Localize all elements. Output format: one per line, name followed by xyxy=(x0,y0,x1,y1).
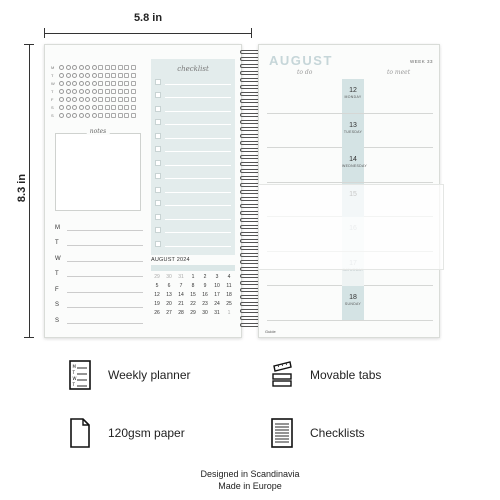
brand-mark: Guide xyxy=(265,329,276,334)
spiral-ring xyxy=(240,176,260,180)
tracker-circle xyxy=(66,89,71,94)
spiral-ring xyxy=(240,281,260,285)
tracker-symbol-icon xyxy=(105,81,110,86)
tracker-symbol-icon xyxy=(131,89,136,94)
checklist-item xyxy=(151,129,235,143)
checklist-line xyxy=(165,160,231,166)
calendar-day: 6 xyxy=(167,283,171,289)
spiral-ring xyxy=(240,78,260,82)
movable-tab-overlay xyxy=(258,184,444,270)
tracker-circle xyxy=(85,73,90,78)
tracker-symbol-icon xyxy=(98,73,103,78)
checklist-panel xyxy=(151,59,235,255)
calendar-grid xyxy=(151,273,235,318)
checkbox xyxy=(155,106,161,112)
tracker-circle xyxy=(85,113,90,118)
checklist-item xyxy=(151,89,235,103)
left-page xyxy=(44,44,242,338)
calendar-day: 12 xyxy=(154,292,160,298)
checklist-item xyxy=(151,143,235,157)
week-row xyxy=(55,262,143,278)
spiral-ring xyxy=(240,169,260,173)
checklist-item xyxy=(151,75,235,89)
svg-text:W: W xyxy=(72,376,77,381)
tracker-symbol-icon xyxy=(131,113,136,118)
checkbox xyxy=(155,79,161,85)
week-day-label: T xyxy=(55,240,59,246)
week-day-label: M xyxy=(55,224,60,231)
week-day-label: S xyxy=(55,317,60,324)
calendar-day: 26 xyxy=(154,310,160,316)
checkbox xyxy=(155,187,161,193)
height-line xyxy=(29,44,30,338)
tracker-circle xyxy=(85,89,90,94)
calendar-day: 1 xyxy=(227,310,231,316)
tracker-circle xyxy=(59,105,64,110)
checklist-line xyxy=(165,241,231,247)
tracker-symbol-icon xyxy=(131,105,136,110)
width-tick-right xyxy=(251,28,252,38)
checklist-item xyxy=(151,170,235,184)
calendar-day: 7 xyxy=(179,283,183,289)
tracker-circle xyxy=(66,65,71,70)
day-name: SUNDAY xyxy=(344,302,362,306)
spiral-ring xyxy=(240,134,260,138)
checkbox xyxy=(155,92,161,98)
checklist-line xyxy=(165,214,231,220)
tracker-circle xyxy=(92,105,97,110)
calendar-day: 19 xyxy=(154,301,160,307)
calendar-day: 25 xyxy=(226,301,232,307)
week-list xyxy=(55,215,143,324)
checkbox xyxy=(155,227,161,233)
day-name: MONDAY xyxy=(344,95,362,99)
week-row xyxy=(55,308,143,324)
calendar-day: 21 xyxy=(178,301,184,307)
calendar-day: 1 xyxy=(191,274,195,280)
checkbox xyxy=(155,173,161,179)
day-row xyxy=(267,114,433,149)
tracker-symbol-icon xyxy=(98,81,103,86)
tracker-circle xyxy=(79,105,84,110)
checkbox xyxy=(155,160,161,166)
spiral-ring xyxy=(240,141,260,145)
tracker-row xyxy=(51,63,151,71)
footer-made: Made in Europe xyxy=(218,481,282,491)
calendar-day: 27 xyxy=(166,310,172,316)
spiral-ring xyxy=(240,211,260,215)
day-name: TUESDAY xyxy=(343,129,363,134)
spiral-ring xyxy=(240,302,260,306)
spiral-ring xyxy=(240,127,260,131)
tracker-circle xyxy=(85,97,90,102)
calendar-day: 30 xyxy=(202,310,208,316)
calendar-day: 16 xyxy=(202,292,208,298)
tracker-circle xyxy=(85,65,90,70)
checklist-item xyxy=(151,102,235,116)
tracker-symbol-icon xyxy=(111,89,116,94)
calendar-day: 31 xyxy=(178,274,184,280)
tracker-circle xyxy=(66,105,71,110)
tracker-symbol-icon xyxy=(111,73,116,78)
spiral-ring xyxy=(240,253,260,257)
spiral-ring xyxy=(240,57,260,61)
day-number: 14 xyxy=(349,156,357,163)
calendar-day: 30 xyxy=(166,274,172,280)
spiral-ring xyxy=(240,155,260,159)
tracker-symbol-icon xyxy=(105,97,110,102)
tracker-symbol-icon xyxy=(98,89,103,94)
tracker-symbol-icon xyxy=(105,73,110,78)
calendar-day: 31 xyxy=(214,310,220,316)
week-day-label: W xyxy=(55,255,61,262)
spiral-ring xyxy=(240,218,260,222)
spiral-ring xyxy=(240,288,260,292)
height-tick-bottom xyxy=(24,337,34,338)
checklist-line xyxy=(165,146,231,152)
checklist-item xyxy=(151,156,235,170)
day-number: 12 xyxy=(349,87,357,94)
checklist-line xyxy=(165,92,231,98)
checklist-line xyxy=(165,227,231,233)
footer-designed: Designed in Scandinavia xyxy=(200,469,300,479)
tracker-symbol-icon xyxy=(118,65,123,70)
tracker-symbol-icon xyxy=(131,65,136,70)
checkbox xyxy=(155,119,161,125)
day-tab xyxy=(342,114,364,148)
day-row xyxy=(267,148,433,183)
planner-photo xyxy=(44,44,440,338)
checklist-line xyxy=(165,119,231,125)
checkbox xyxy=(155,146,161,152)
meet-label: to meet xyxy=(387,69,411,76)
height-label: 8.3 in xyxy=(16,173,29,203)
tracker-symbol-icon xyxy=(118,89,123,94)
day-tab xyxy=(342,286,364,320)
tracker-symbol-icon xyxy=(124,97,129,102)
weekly-planner-icon xyxy=(68,360,92,390)
spiral-ring xyxy=(240,267,260,271)
tracker-row xyxy=(51,87,151,95)
tracker-row xyxy=(51,71,151,79)
tracker-row xyxy=(51,103,151,111)
feature-weekly-planner xyxy=(68,360,191,390)
feature-checklists xyxy=(270,418,365,448)
week-number: WEEK 33 xyxy=(409,59,433,64)
calendar-day: 23 xyxy=(202,301,208,307)
checklist-item xyxy=(151,224,235,238)
tracker-circle xyxy=(92,113,97,118)
tracker-circle xyxy=(59,89,64,94)
spiral-ring xyxy=(240,274,260,278)
tracker-circle xyxy=(72,113,77,118)
tracker-symbol-icon xyxy=(111,81,116,86)
day-tab xyxy=(342,148,367,182)
spiral-ring xyxy=(240,85,260,89)
spiral-ring xyxy=(240,64,260,68)
tracker-circle xyxy=(72,81,77,86)
spiral-ring xyxy=(240,204,260,208)
tracker-symbol-icon xyxy=(118,73,123,78)
tracker-circle xyxy=(59,81,64,86)
calendar-day: 9 xyxy=(203,283,207,289)
tracker-day-label: T xyxy=(51,88,54,94)
calendar-day: 17 xyxy=(214,292,220,298)
tracker-circle xyxy=(85,81,90,86)
checkbox xyxy=(155,133,161,139)
tracker-circle xyxy=(66,73,71,78)
tracker-day-label: S xyxy=(51,112,54,118)
tracker-symbol-icon xyxy=(118,105,123,110)
tracker-symbol-icon xyxy=(111,113,116,118)
tracker-circle xyxy=(66,113,71,118)
tracker-day-label: W xyxy=(51,80,55,86)
width-dimension xyxy=(44,12,252,34)
week-day-label: T xyxy=(55,271,59,277)
calendar-day: 11 xyxy=(226,283,232,289)
tracker-symbol-icon xyxy=(118,97,123,102)
spiral-ring xyxy=(240,190,260,194)
day-number: 18 xyxy=(349,294,357,301)
day-row xyxy=(267,286,433,321)
spiral-ring xyxy=(240,323,260,327)
spiral-ring xyxy=(240,225,260,229)
spiral-ring xyxy=(240,239,260,243)
tracker-symbol-icon xyxy=(124,113,129,118)
spiral-ring xyxy=(240,71,260,75)
calendar-day: 29 xyxy=(154,274,160,280)
calendar-day: 13 xyxy=(166,292,172,298)
week-line xyxy=(67,300,143,308)
day-number: 13 xyxy=(349,121,357,129)
feature-label: Weekly planner xyxy=(108,368,191,382)
spiral-ring xyxy=(240,309,260,313)
tracker-day-label: T xyxy=(51,72,54,78)
spiral-binding xyxy=(240,50,260,332)
checklist-item xyxy=(151,116,235,130)
tracker-circle xyxy=(79,89,84,94)
tracker-circle xyxy=(92,97,97,102)
calendar-day: 29 xyxy=(190,310,196,316)
checklist-line xyxy=(165,106,231,112)
checklist-item xyxy=(151,210,235,224)
calendar-day: 4 xyxy=(227,274,231,280)
paper-icon xyxy=(68,418,92,448)
week-row xyxy=(55,231,143,247)
svg-text:T: T xyxy=(72,370,75,375)
checklist-item xyxy=(151,197,235,211)
calendar-day: 22 xyxy=(190,301,196,307)
width-line xyxy=(44,33,252,34)
tracker-circle xyxy=(72,97,77,102)
week-line xyxy=(67,269,143,277)
calendar-weekday-bar xyxy=(151,265,235,271)
spiral-ring xyxy=(240,162,260,166)
week-day-label: S xyxy=(55,302,60,308)
tracker-symbol-icon xyxy=(131,97,136,102)
spiral-ring xyxy=(240,246,260,250)
spiral-ring xyxy=(240,316,260,320)
tracker-symbol-icon xyxy=(118,113,123,118)
checkbox xyxy=(155,214,161,220)
checklist-item xyxy=(151,237,235,251)
spiral-ring xyxy=(240,183,260,187)
checklist-line xyxy=(165,173,231,179)
checklist-icon xyxy=(270,418,294,448)
spiral-ring xyxy=(240,50,260,54)
feature-label: Checklists xyxy=(310,426,365,440)
checklist-item xyxy=(151,183,235,197)
calendar-month: AUGUST 2024 xyxy=(151,257,190,263)
week-row xyxy=(55,246,143,262)
checklist-line xyxy=(165,133,231,139)
tracker-symbol-icon xyxy=(124,65,129,70)
width-label: 5.8 in xyxy=(133,12,163,24)
height-dimension xyxy=(18,44,32,338)
movable-tabs-icon xyxy=(270,360,294,390)
tracker-symbol-icon xyxy=(124,105,129,110)
tracker-circle xyxy=(92,65,97,70)
tracker-symbol-icon xyxy=(105,89,110,94)
svg-text:M: M xyxy=(72,364,76,369)
spiral-ring xyxy=(240,232,260,236)
tracker-circle xyxy=(79,113,84,118)
spiral-ring xyxy=(240,106,260,110)
checkbox xyxy=(155,241,161,247)
tracker-row xyxy=(51,111,151,119)
tracker-day-label: S xyxy=(51,104,54,110)
tracker-symbol-icon xyxy=(131,81,136,86)
tracker-circle xyxy=(59,113,64,118)
checkbox xyxy=(155,200,161,206)
calendar-day: 5 xyxy=(155,283,159,289)
tracker-circle xyxy=(72,89,77,94)
calendar-day: 14 xyxy=(178,292,184,298)
tracker-circle xyxy=(72,105,77,110)
tracker-circle xyxy=(85,105,90,110)
tracker-circle xyxy=(59,97,64,102)
spiral-ring xyxy=(240,148,260,152)
tracker-circle xyxy=(79,81,84,86)
tracker-circle xyxy=(66,97,71,102)
checklist-line xyxy=(165,187,231,193)
tracker-circle xyxy=(66,81,71,86)
tracker-symbol-icon xyxy=(118,81,123,86)
tracker-symbol-icon xyxy=(111,105,116,110)
calendar-day: 3 xyxy=(215,274,219,280)
tracker-day-label: M xyxy=(51,64,55,70)
tracker-symbol-icon xyxy=(111,65,116,70)
footer xyxy=(0,468,500,492)
week-row xyxy=(55,293,143,309)
tracker-symbol-icon xyxy=(124,81,129,86)
tracker-symbol-icon xyxy=(124,89,129,94)
tracker-circle xyxy=(79,73,84,78)
calendar-day: 15 xyxy=(190,292,196,298)
tracker-symbol-icon xyxy=(131,73,136,78)
tracker-circle xyxy=(72,65,77,70)
calendar-day: 8 xyxy=(191,283,195,289)
tracker-circle xyxy=(79,65,84,70)
calendar-day: 2 xyxy=(203,274,207,280)
spiral-ring xyxy=(240,260,260,264)
day-name: WEDNESDAY xyxy=(342,164,367,168)
spiral-ring xyxy=(240,113,260,117)
tracker-symbol-icon xyxy=(98,105,103,110)
tracker-row xyxy=(51,79,151,87)
tracker-circle xyxy=(79,97,84,102)
feature-label: 120gsm paper xyxy=(108,426,185,440)
todo-label: to do xyxy=(297,69,313,76)
tracker-circle xyxy=(92,81,97,86)
calendar-day: 24 xyxy=(214,301,220,307)
tracker-symbol-icon xyxy=(111,97,116,102)
tracker-symbol-icon xyxy=(98,65,103,70)
week-line xyxy=(67,316,143,324)
tracker-circle xyxy=(59,73,64,78)
feature-label: Movable tabs xyxy=(310,368,382,382)
checklist-line xyxy=(165,200,231,206)
spiral-ring xyxy=(240,99,260,103)
week-line xyxy=(67,238,143,246)
tracker-circle xyxy=(92,89,97,94)
week-row xyxy=(55,277,143,293)
calendar-day: 18 xyxy=(226,292,232,298)
week-line xyxy=(67,223,143,231)
week-line xyxy=(67,285,143,293)
mini-calendar xyxy=(151,257,235,318)
feature-movable-tabs xyxy=(270,360,381,390)
spiral-ring xyxy=(240,197,260,201)
tracker-symbol-icon xyxy=(124,73,129,78)
tracker-symbol-icon xyxy=(98,113,103,118)
tracker-symbol-icon xyxy=(105,113,110,118)
svg-text:T: T xyxy=(72,382,75,387)
week-row xyxy=(55,215,143,231)
spiral-ring xyxy=(240,120,260,124)
week-day-label: F xyxy=(55,286,59,293)
tracker-circle xyxy=(72,73,77,78)
tracker-day-label: F xyxy=(51,96,54,102)
week-line xyxy=(67,254,143,262)
habit-tracker xyxy=(51,63,151,133)
notes-box xyxy=(55,128,141,211)
calendar-day: 10 xyxy=(214,283,220,289)
spiral-ring xyxy=(240,295,260,299)
tracker-symbol-icon xyxy=(105,65,110,70)
day-tab xyxy=(342,79,364,113)
tracker-circle xyxy=(59,65,64,70)
month-title: AUGUST xyxy=(269,53,333,68)
tracker-symbol-icon xyxy=(105,105,110,110)
tracker-row xyxy=(51,95,151,103)
checklist-title: checklist xyxy=(177,65,209,73)
notes-label: notes xyxy=(87,128,110,135)
feature-paper xyxy=(68,418,185,448)
tracker-symbol-icon xyxy=(98,97,103,102)
calendar-day: 20 xyxy=(166,301,172,307)
day-row xyxy=(267,79,433,114)
tracker-circle xyxy=(92,73,97,78)
checklist-line xyxy=(165,79,231,85)
calendar-day: 28 xyxy=(178,310,184,316)
spiral-ring xyxy=(240,92,260,96)
